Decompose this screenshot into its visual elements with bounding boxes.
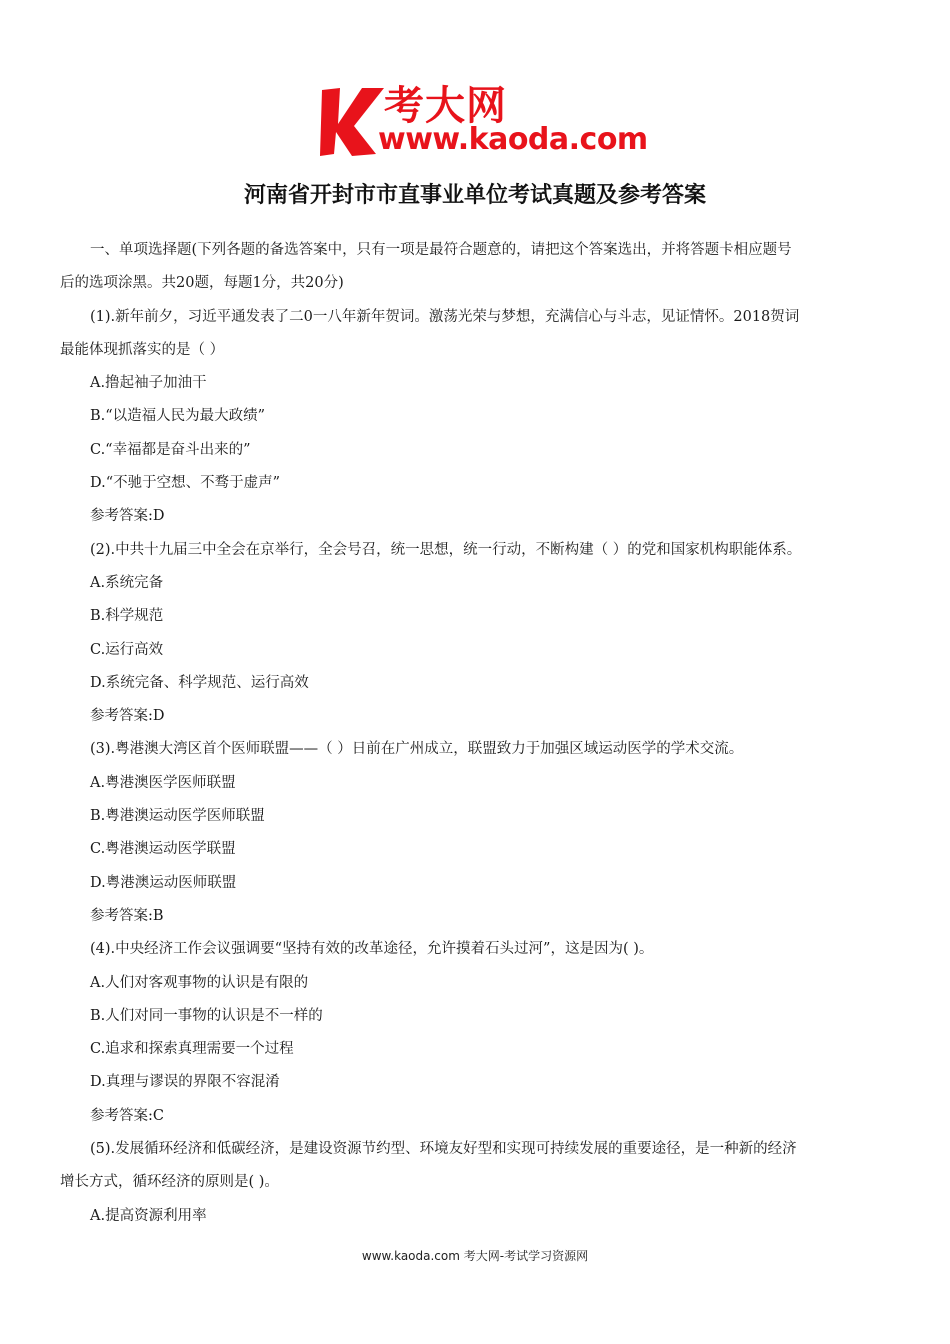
- kaoda-logo: [318, 80, 648, 160]
- q2-option-c: C.运行高效: [90, 641, 164, 658]
- q2-option-d: D.系统完备、科学规范、运行高效: [90, 674, 309, 691]
- q1-answer: 参考答案:D: [90, 508, 165, 525]
- question-4: (4).中央经济工作会议强调要“坚持有效的改革途径，允许摸着石头过河”，这是因为( )。: [90, 941, 654, 958]
- q2-option-b: B.科学规范: [90, 608, 164, 625]
- q1-option-d: D.“不驰于空想、不骛于虚声”: [90, 475, 281, 492]
- question-5-cont: 增长方式，循环经济的原则是( )。: [60, 1174, 279, 1191]
- q1-option-a: A.撸起袖子加油干: [90, 375, 207, 392]
- logo-chinese-text: 考大网: [384, 83, 507, 129]
- question-1-cont: 最能体现抓落实的是（ ）: [60, 341, 225, 358]
- section-heading: 一、单项选择题(下列各题的备选答案中，只有一项是最符合题意的，请把这个答案选出，并将答题卡相应题号: [90, 242, 792, 258]
- q4-option-d: D.真理与谬误的界限不容混淆: [90, 1074, 280, 1091]
- q4-answer: 参考答案:C: [90, 1107, 164, 1124]
- section-heading-cont: 后的选项涂黑。共20题，每题1分，共20分): [60, 275, 344, 292]
- q4-option-a: A.人们对客观事物的认识是有限的: [90, 974, 309, 991]
- q3-option-c: C.粤港澳运动医学联盟: [90, 841, 236, 858]
- page-footer: www.kaoda.com 考大网-考试学习资源网: [361, 1249, 589, 1263]
- document-body: [60, 234, 895, 1233]
- q3-option-b: B.粤港澳运动医学医师联盟: [90, 808, 265, 825]
- q3-answer: 参考答案:B: [90, 907, 164, 924]
- question-5: (5).发展循环经济和低碳经济，是建设资源节约型、环境友好型和实现可持续发展的重要途径，是一种新的经济: [90, 1141, 797, 1158]
- q1-option-b: B.“以造福人民为最大政绩”: [90, 408, 266, 425]
- page-title: 河南省开封市市直事业单位考试真题及参考答案: [243, 182, 706, 208]
- question-1: (1).新年前夕，习近平通发表了二0一八年新年贺词。激荡光荣与梦想，充满信心与斗志，见证情怀。2018贺词: [90, 308, 800, 325]
- q2-option-a: A.系统完备: [90, 574, 164, 591]
- q3-option-a: A.粤港澳医学医师联盟: [90, 774, 236, 791]
- q3-option-d: D.粤港澳运动医师联盟: [90, 874, 237, 891]
- q4-option-c: C.追求和探索真理需要一个过程: [90, 1041, 294, 1058]
- logo-url-text: www.kaoda.com: [378, 122, 648, 157]
- q1-option-c: C.“幸福都是奋斗出来的”: [90, 441, 251, 458]
- question-2: (2).中共十九届三中全会在京举行，全会号召，统一思想，统一行动，不断构建（ ）的党和国家机构职能体系。: [90, 541, 802, 558]
- q2-answer: 参考答案:D: [90, 708, 165, 725]
- q4-option-b: B.人们对同一事物的认识是不一样的: [90, 1007, 323, 1024]
- question-3: (3).粤港澳大湾区首个医师联盟——（ ）日前在广州成立，联盟致力于加强区域运动医学的学术交流。: [90, 741, 744, 758]
- q5-option-a: A.提高资源利用率: [90, 1207, 207, 1224]
